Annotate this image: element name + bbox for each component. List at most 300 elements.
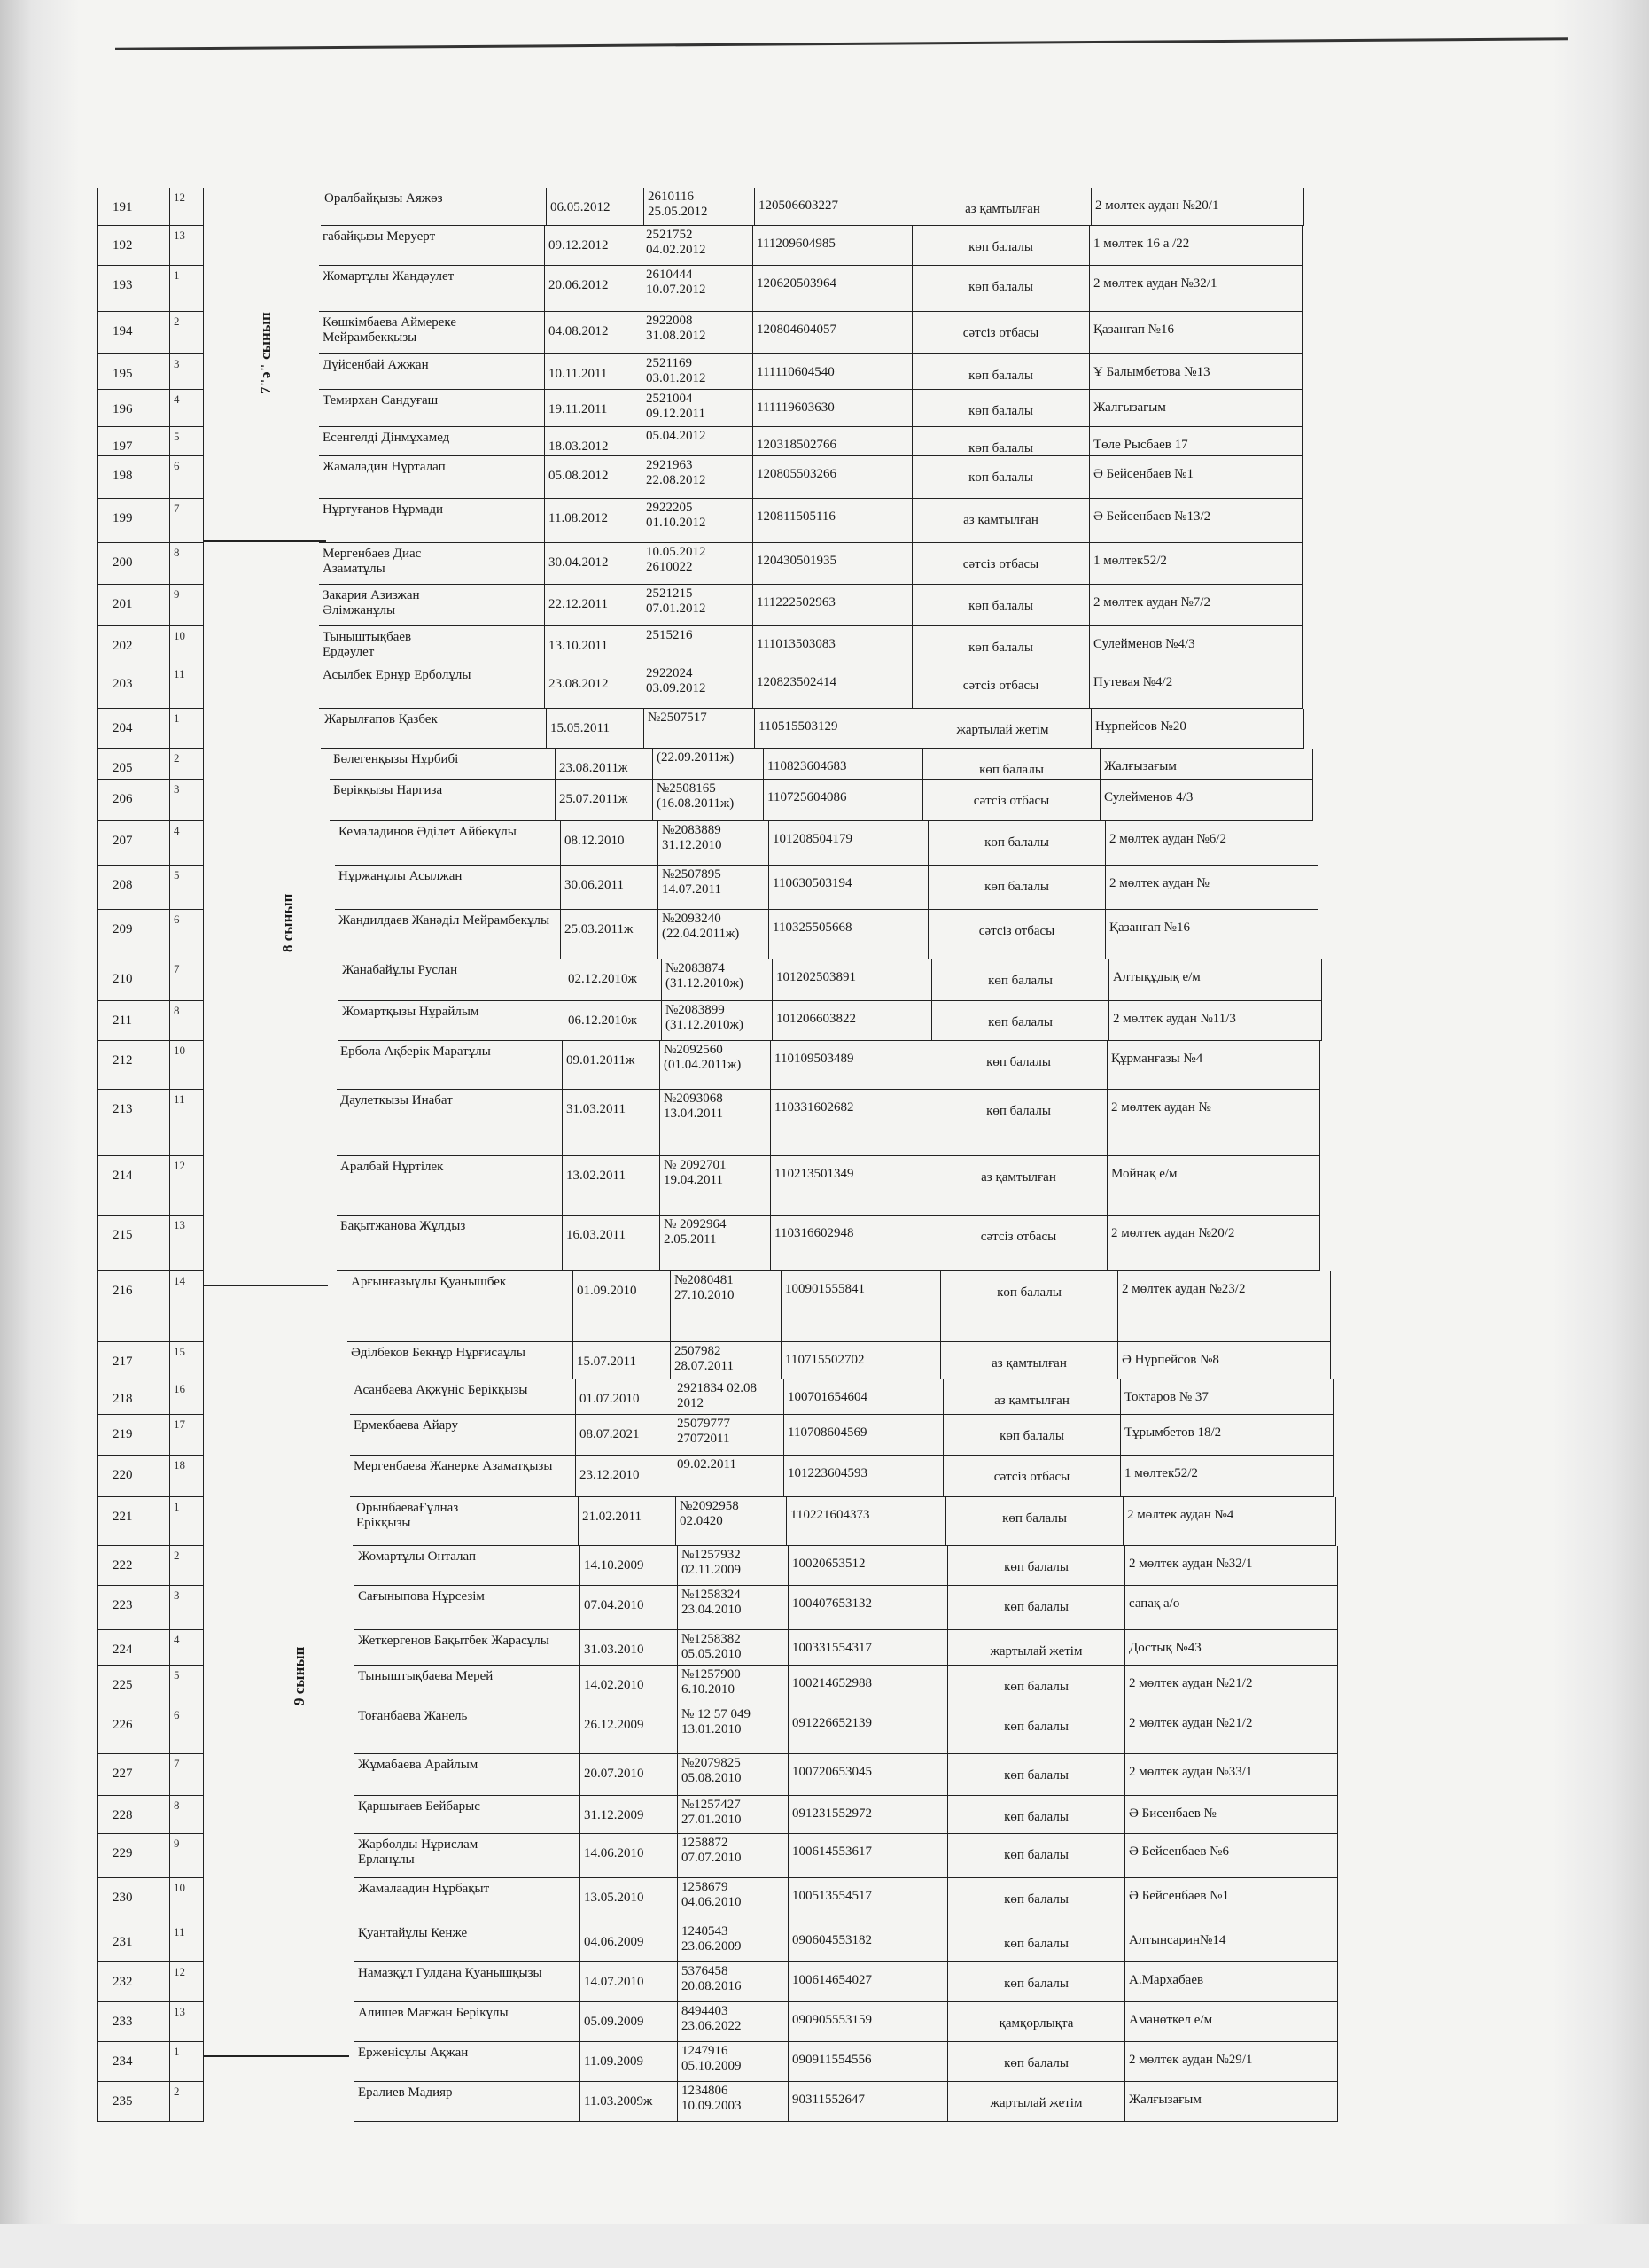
student-name: Жеткергенов Бақытбек Жарасұлы (354, 1630, 580, 1666)
row-number: 212 (97, 1041, 170, 1090)
iin-number: 111119603630 (753, 390, 913, 427)
class-index: 7 (170, 499, 204, 543)
iin-number: 101208504179 (769, 821, 929, 866)
student-name: Аралбай Нұртілек (337, 1156, 563, 1216)
student-name: Ерженісұлы Ақжан (354, 2042, 580, 2082)
table-row (0, 866, 1649, 910)
social-status: аз қамтылған (930, 1156, 1108, 1216)
class-index: 7 (170, 1754, 204, 1796)
row-number: 206 (97, 780, 170, 821)
iin-number: 110213501349 (771, 1156, 930, 1216)
row-number: 228 (97, 1796, 170, 1834)
social-status: көп балалы (913, 456, 1090, 499)
birth-certificate: №2507517 (644, 709, 755, 749)
table-row (0, 354, 1649, 390)
row-number: 196 (97, 390, 170, 427)
student-name: Жомартқызы Нұрайлым (338, 1001, 564, 1041)
table-row (0, 1041, 1649, 1090)
home-address: Аманөткел е/м (1125, 2002, 1338, 2042)
social-status: көп балалы (944, 1415, 1121, 1456)
class-column (204, 2002, 328, 2042)
birth-certificate: № 12 57 049 13.01.2010 (678, 1705, 789, 1754)
class-column (204, 1962, 328, 2002)
class-column (204, 959, 328, 1001)
social-status: көп балалы (948, 1962, 1125, 2002)
student-name: Ербола Ақберік Маратұлы (337, 1041, 563, 1090)
iin-number: 091226652139 (789, 1705, 948, 1754)
social-status: сәтсіз отбасы (929, 910, 1106, 959)
iin-number: 090911554556 (789, 2042, 948, 2082)
row-number: 203 (97, 664, 170, 709)
iin-number: 090604553182 (789, 1922, 948, 1962)
class-column (204, 456, 328, 499)
class-index: 16 (170, 1379, 204, 1415)
iin-number: 120620503964 (753, 266, 913, 312)
class-column (204, 1415, 328, 1456)
birth-date: 14.02.2010 (580, 1666, 678, 1705)
social-status: сәтсіз отбасы (913, 312, 1090, 354)
class-column (204, 543, 328, 585)
class-column (204, 266, 328, 312)
table-row (0, 1630, 1649, 1666)
social-status: көп балалы (930, 1041, 1108, 1090)
table-row (0, 959, 1649, 1001)
iin-number: 111209604985 (753, 226, 913, 266)
row-number: 224 (97, 1630, 170, 1666)
class-index: 11 (170, 1922, 204, 1962)
class-index: 1 (170, 709, 204, 749)
student-name: Мергенбаев Диас Азаматұлы (319, 543, 545, 585)
birth-certificate: 2515216 (642, 626, 753, 664)
table-row (0, 1666, 1649, 1705)
birth-certificate: 8494403 23.06.2022 (678, 2002, 789, 2042)
class-index: 10 (170, 1878, 204, 1922)
class-index: 6 (170, 456, 204, 499)
birth-date: 08.07.2021 (576, 1415, 673, 1456)
student-name: Берікқызы Наргиза (330, 780, 556, 821)
class-index: 2 (170, 1546, 204, 1586)
table-row (0, 390, 1649, 427)
class-column (204, 427, 328, 456)
class-index: 11 (170, 664, 204, 709)
class-index: 4 (170, 821, 204, 866)
row-number: 209 (97, 910, 170, 959)
home-address: 1 мөлтек52/2 (1090, 543, 1303, 585)
social-status: көп балалы (948, 1834, 1125, 1878)
social-status: көп балалы (948, 1666, 1125, 1705)
birth-date: 14.10.2009 (580, 1546, 678, 1586)
iin-number: 110221604373 (787, 1497, 946, 1546)
iin-number: 120811505116 (753, 499, 913, 543)
iin-number: 100701654604 (784, 1379, 944, 1415)
student-name: Дүйсенбай Ажжан (319, 354, 545, 390)
student-name: Даулеткызы Инабат (337, 1090, 563, 1156)
social-status: көп балалы (929, 821, 1106, 866)
home-address: 2 мөлтек аудан №6/2 (1106, 821, 1318, 866)
birth-date: 09.01.2011ж (563, 1041, 660, 1090)
birth-certificate: №2083874 (31.12.2010ж) (662, 959, 773, 1001)
class-column (204, 1342, 328, 1379)
row-number: 201 (97, 585, 170, 626)
iin-number: 100407653132 (789, 1586, 948, 1630)
birth-date: 01.07.2010 (576, 1379, 673, 1415)
class-index: 12 (170, 1156, 204, 1216)
class-column (204, 2042, 328, 2082)
table-row (0, 1796, 1649, 1834)
table-row (0, 709, 1649, 749)
table-row (0, 910, 1649, 959)
class-column (204, 821, 328, 866)
social-status: көп балалы (946, 1497, 1124, 1546)
class-column (204, 226, 328, 266)
birth-certificate: 10.05.2012 2610022 (642, 543, 753, 585)
home-address: Төле Рысбаев 17 (1090, 427, 1303, 456)
class-column (204, 1090, 328, 1156)
home-address: Жалғызағым (1101, 749, 1313, 780)
birth-certificate: 5376458 20.08.2016 (678, 1962, 789, 2002)
iin-number: 101223604593 (784, 1456, 944, 1497)
class-index: 4 (170, 1630, 204, 1666)
home-address: 2 мөлтек аудан №32/1 (1090, 266, 1303, 312)
class-index: 5 (170, 866, 204, 910)
student-name: Ермекбаева Айару (350, 1415, 576, 1456)
class-column (204, 1705, 328, 1754)
birth-date: 05.08.2012 (545, 456, 642, 499)
row-number: 197 (97, 427, 170, 456)
table-row (0, 1878, 1649, 1922)
social-status: көп балалы (913, 427, 1090, 456)
student-name: Нұржанұлы Асылжан (335, 866, 561, 910)
iin-number: 100614553617 (789, 1834, 948, 1878)
iin-number: 110109503489 (771, 1041, 930, 1090)
birth-date: 14.06.2010 (580, 1834, 678, 1878)
student-name: Тоғанбаева Жанель (354, 1705, 580, 1754)
birth-date: 25.07.2011ж (556, 780, 653, 821)
table-row (0, 585, 1649, 626)
home-address: Жалғызағым (1125, 2082, 1338, 2122)
table-row (0, 1546, 1649, 1586)
class-column (204, 1456, 328, 1497)
class-column (204, 1586, 328, 1630)
birth-certificate: №1257900 6.10.2010 (678, 1666, 789, 1705)
student-name: Жарылғапов Қазбек (321, 709, 547, 749)
class-index: 13 (170, 226, 204, 266)
class-index: 1 (170, 2042, 204, 2082)
birth-date: 13.05.2010 (580, 1878, 678, 1922)
class-label-7: 7"ә" сынып (257, 312, 274, 394)
home-address: Тұрымбетов 18/2 (1121, 1415, 1334, 1456)
iin-number: 100513554517 (789, 1878, 948, 1922)
table-row (0, 1962, 1649, 2002)
home-address: Ә Бейсенбаев №1 (1090, 456, 1303, 499)
social-status: жартылай жетім (948, 1630, 1125, 1666)
row-number: 193 (97, 266, 170, 312)
class-index: 2 (170, 312, 204, 354)
class-index: 10 (170, 1041, 204, 1090)
row-number: 219 (97, 1415, 170, 1456)
class-label-9: 9 сынып (291, 1646, 307, 1705)
class-divider (204, 2055, 349, 2057)
home-address: 2 мөлтек аудан №20/2 (1108, 1216, 1320, 1271)
row-number: 227 (97, 1754, 170, 1796)
iin-number: 120804604057 (753, 312, 913, 354)
birth-certificate: №1258324 23.04.2010 (678, 1586, 789, 1630)
student-name: Тыныштықбаева Мерей (354, 1666, 580, 1705)
row-number: 225 (97, 1666, 170, 1705)
table-row (0, 749, 1649, 780)
social-status: сәтсіз отбасы (913, 664, 1090, 709)
social-status: көп балалы (948, 1922, 1125, 1962)
home-address: 2 мөлтек аудан № (1108, 1090, 1320, 1156)
iin-number: 100614654027 (789, 1962, 948, 2002)
iin-number: 110823604683 (764, 749, 923, 780)
student-name: Жанабайұлы Руслан (338, 959, 564, 1001)
home-address: 1 мөлтек52/2 (1121, 1456, 1334, 1497)
birth-certificate: 09.02.2011 (673, 1456, 784, 1497)
home-address: 2 мөлтек аудан №21/2 (1125, 1666, 1338, 1705)
social-status: көп балалы (913, 585, 1090, 626)
social-status: аз қамтылған (914, 188, 1092, 226)
class-index: 3 (170, 354, 204, 390)
table-row (0, 1497, 1649, 1546)
row-number: 221 (97, 1497, 170, 1546)
class-index: 6 (170, 910, 204, 959)
iin-number: 090905553159 (789, 2002, 948, 2042)
home-address: Алтынсарин№14 (1125, 1922, 1338, 1962)
birth-certificate: 1247916 05.10.2009 (678, 2042, 789, 2082)
birth-certificate: 2921834 02.08 2012 (673, 1379, 784, 1415)
birth-date: 11.09.2009 (580, 2042, 678, 2082)
class-column (204, 1216, 328, 1271)
table-row (0, 2082, 1649, 2122)
class-index: 12 (170, 188, 204, 226)
class-index: 8 (170, 543, 204, 585)
birth-certificate: 2922205 01.10.2012 (642, 499, 753, 543)
social-status: көп балалы (913, 626, 1090, 664)
birth-date: 02.12.2010ж (564, 959, 662, 1001)
iin-number: 10020653512 (789, 1546, 948, 1586)
student-name: Сағыныпова Нұрсезім (354, 1586, 580, 1630)
class-column (204, 390, 328, 427)
student-name: Темирхан Сандуғаш (319, 390, 545, 427)
birth-date: 09.12.2012 (545, 226, 642, 266)
birth-date: 26.12.2009 (580, 1705, 678, 1754)
social-status: көп балалы (948, 2042, 1125, 2082)
home-address: Құрманғазы №4 (1108, 1041, 1320, 1090)
birth-certificate: №1257427 27.01.2010 (678, 1796, 789, 1834)
row-number: 218 (97, 1379, 170, 1415)
home-address: Сулейменов 4/3 (1101, 780, 1313, 821)
birth-date: 13.10.2011 (545, 626, 642, 664)
birth-certificate: 2922024 03.09.2012 (642, 664, 753, 709)
birth-date: 21.02.2011 (579, 1497, 676, 1546)
class-column (204, 1546, 328, 1586)
row-number: 199 (97, 499, 170, 543)
student-name: Жұмабаева Арайлым (354, 1754, 580, 1796)
student-name: Нұртуғанов Нұрмади (319, 499, 545, 543)
table-row (0, 1216, 1649, 1271)
table-row (0, 1271, 1649, 1342)
class-index: 1 (170, 1497, 204, 1546)
student-name: Намазқұл Гулдана Қуанышқызы (354, 1962, 580, 2002)
row-number: 234 (97, 2042, 170, 2082)
birth-date: 18.03.2012 (545, 427, 642, 456)
iin-number: 091231552972 (789, 1796, 948, 1834)
row-number: 223 (97, 1586, 170, 1630)
table-row (0, 1834, 1649, 1878)
table-row (0, 456, 1649, 499)
home-address: Ә Нұрпейсов №8 (1118, 1342, 1331, 1379)
table-row (0, 1754, 1649, 1796)
social-status: сәтсіз отбасы (930, 1216, 1108, 1271)
birth-date: 31.03.2011 (563, 1090, 660, 1156)
row-number: 205 (97, 749, 170, 780)
home-address: 2 мөлтек аудан №4 (1124, 1497, 1336, 1546)
table-row (0, 543, 1649, 585)
table-row (0, 1415, 1649, 1456)
home-address: 2 мөлтек аудан № (1106, 866, 1318, 910)
birth-certificate: (22.09.2011ж) (653, 749, 764, 780)
social-status: аз қамтылған (944, 1379, 1121, 1415)
social-status: көп балалы (913, 226, 1090, 266)
table-row (0, 1342, 1649, 1379)
iin-number: 110331602682 (771, 1090, 930, 1156)
class-column (204, 585, 328, 626)
table-row (0, 499, 1649, 543)
birth-date: 05.09.2009 (580, 2002, 678, 2042)
student-name: Есенгелді Дінмұхамед (319, 427, 545, 456)
social-status: аз қамтылған (941, 1342, 1118, 1379)
iin-number: 100331554317 (789, 1630, 948, 1666)
birth-certificate: 05.04.2012 (642, 427, 753, 456)
birth-date: 10.11.2011 (545, 354, 642, 390)
class-index: 11 (170, 1090, 204, 1156)
student-name: Асылбек Ернұр Ерболұлы (319, 664, 545, 709)
class-column (204, 910, 328, 959)
iin-number: 100720653045 (789, 1754, 948, 1796)
row-number: 231 (97, 1922, 170, 1962)
class-index: 2 (170, 2082, 204, 2122)
class-column (204, 1666, 328, 1705)
social-status: сәтсіз отбасы (944, 1456, 1121, 1497)
birth-certificate: №2508165 (16.08.2011ж) (653, 780, 764, 821)
iin-number: 110630503194 (769, 866, 929, 910)
iin-number: 120318502766 (753, 427, 913, 456)
iin-number: 90311552647 (789, 2082, 948, 2122)
social-status: көп балалы (948, 1586, 1125, 1630)
class-column (204, 2082, 328, 2122)
row-number: 192 (97, 226, 170, 266)
row-number: 235 (97, 2082, 170, 2122)
social-status: көп балалы (941, 1271, 1118, 1342)
row-number: 233 (97, 2002, 170, 2042)
row-number: 191 (97, 188, 170, 226)
iin-number: 101202503891 (773, 959, 932, 1001)
row-number: 198 (97, 456, 170, 499)
class-index: 3 (170, 780, 204, 821)
row-number: 232 (97, 1962, 170, 2002)
home-address: Ә Бейсенбаев №13/2 (1090, 499, 1303, 543)
student-name: Жамалаадин Нұрбақыт (354, 1878, 580, 1922)
home-address: Ұ Балымбетова №13 (1090, 354, 1303, 390)
class-column (204, 499, 328, 543)
row-number: 207 (97, 821, 170, 866)
social-status: көп балалы (913, 390, 1090, 427)
class-column (204, 1834, 328, 1878)
row-number: 213 (97, 1090, 170, 1156)
class-index: 8 (170, 1796, 204, 1834)
birth-certificate: 2521004 09.12.2011 (642, 390, 753, 427)
social-status: көп балалы (948, 1796, 1125, 1834)
student-name: Бөлегенқызы Нұрбибі (330, 749, 556, 780)
birth-certificate: 2521215 07.01.2012 (642, 585, 753, 626)
iin-number: 120805503266 (753, 456, 913, 499)
student-name: Закария Азизжан Әлімжанұлы (319, 585, 545, 626)
class-column (204, 1379, 328, 1415)
class-divider (204, 1285, 328, 1286)
table-row (0, 664, 1649, 709)
table-row (0, 1586, 1649, 1630)
birth-date: 31.12.2009 (580, 1796, 678, 1834)
student-name: Жомартұлы Онталап (354, 1546, 580, 1586)
social-status: көп балалы (948, 1705, 1125, 1754)
home-address: А.Мархабаев (1125, 1962, 1338, 2002)
table-row (0, 2002, 1649, 2042)
iin-number: 110715502702 (782, 1342, 941, 1379)
birth-date: 06.05.2012 (547, 188, 644, 226)
class-column (204, 1271, 328, 1342)
birth-date: 11.08.2012 (545, 499, 642, 543)
row-number: 216 (97, 1271, 170, 1342)
class-index: 4 (170, 390, 204, 427)
home-address: 2 мөлтек аудан №23/2 (1118, 1271, 1331, 1342)
home-address: сапақ а/о (1125, 1586, 1338, 1630)
birth-certificate: 2507982 28.07.2011 (671, 1342, 782, 1379)
row-number: 211 (97, 1001, 170, 1041)
birth-date: 13.02.2011 (563, 1156, 660, 1216)
class-label-8: 8 сынып (279, 893, 296, 952)
row-number: 204 (97, 709, 170, 749)
home-address: Ә Бейсенбаев №6 (1125, 1834, 1338, 1878)
row-number: 195 (97, 354, 170, 390)
social-status: аз қамтылған (913, 499, 1090, 543)
social-status: қамқорлықта (948, 2002, 1125, 2042)
birth-certificate: 2610116 25.05.2012 (644, 188, 755, 226)
birth-date: 15.05.2011 (547, 709, 644, 749)
class-column (204, 188, 328, 226)
table-row (0, 1156, 1649, 1216)
class-index: 3 (170, 1586, 204, 1630)
class-index: 17 (170, 1415, 204, 1456)
iin-number: 111110604540 (753, 354, 913, 390)
home-address: Ә Бисенбаев № (1125, 1796, 1338, 1834)
birth-date: 06.12.2010ж (564, 1001, 662, 1041)
social-status: сәтсіз отбасы (913, 543, 1090, 585)
table-row (0, 626, 1649, 664)
birth-date: 20.06.2012 (545, 266, 642, 312)
student-name: Әділбеков Бекнұр Нұрғисаұлы (347, 1342, 573, 1379)
home-address: Жалғызағым (1090, 390, 1303, 427)
birth-certificate: №2093240 (22.04.2011ж) (658, 910, 769, 959)
birth-certificate: 2521752 04.02.2012 (642, 226, 753, 266)
social-status: жартылай жетім (948, 2082, 1125, 2122)
table-row (0, 2042, 1649, 2082)
birth-certificate: 1258872 07.07.2010 (678, 1834, 789, 1878)
iin-number: 100901555841 (782, 1271, 941, 1342)
table-row (0, 1090, 1649, 1156)
class-column (204, 1922, 328, 1962)
row-number: 226 (97, 1705, 170, 1754)
